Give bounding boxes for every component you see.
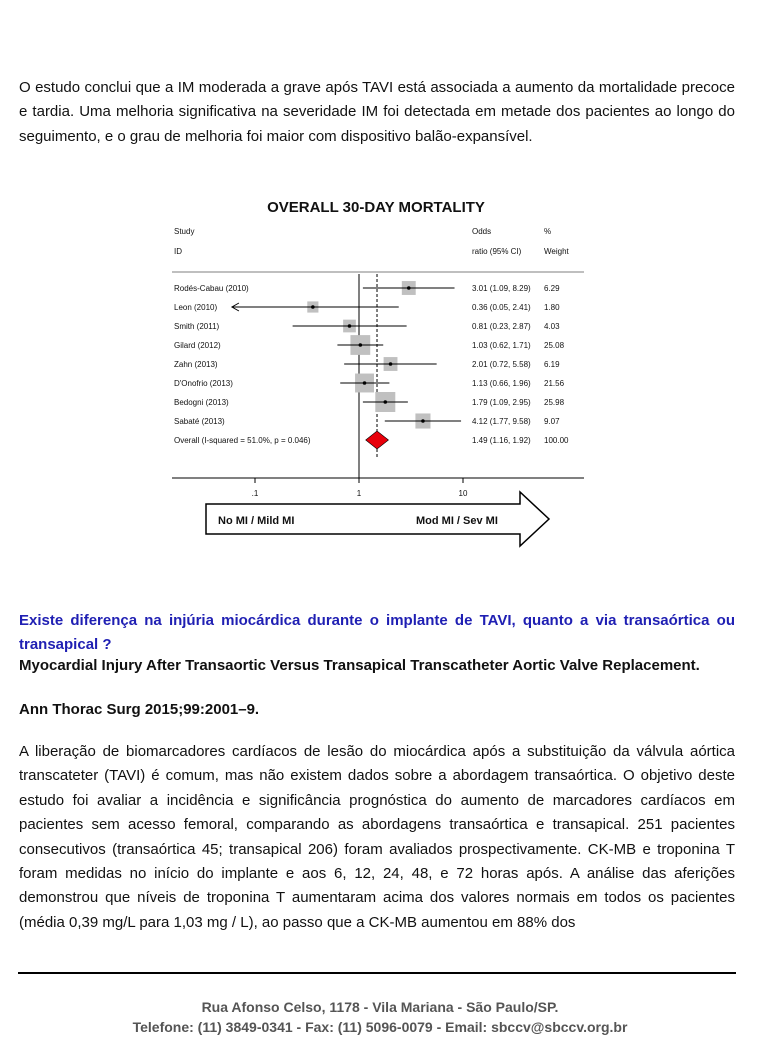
study-weight: 6.19 [544, 360, 560, 369]
body-paragraph: A liberação de biomarcadores cardíacos de lesão do miocárdica após a substituição da válvula aórtica transcateter (TAVI) é comum, mas não existem dados sobre a abordagem transaórtica. O objetivo deste estudo foi avaliar a incidência e significância prognóstica do aumento de marcadores cardíacos em pacientes sem acesso femoral, comparando as abordagens transaórtica e transapical. 251 pacientes consecutivos (transaórtica 45; transapical 206) foram avaliados prospectivamente. CK-MB e troponina T foram medidas no início do implante e aos 6, 12, 24, 48, e 72 horas após. A análise das aferições demonstrou que níveis de troponina T aumentaram acima dos valores normais em todos os pacientes (média 0,39 mg/L para 1,03 mg / L), ao passo que a CK-MB aumentou em 88% dos [19, 743, 735, 931]
x-tick-label: 1 [356, 489, 362, 498]
header-odds: Odds [472, 227, 492, 236]
study-weight: 21.56 [544, 379, 565, 388]
overall-ci-text: 1.49 (1.16, 1.92) [472, 436, 531, 445]
footer-rule [18, 972, 736, 974]
study-label: Rodés-Cabau (2010) [174, 284, 249, 293]
study-label: Leon (2010) [174, 303, 218, 312]
article-title: Myocardial Injury After Transaortic Versus Transapical Transcatheter Aortic Valve Replacement. [19, 657, 700, 674]
study-point [407, 286, 411, 290]
study-point [389, 362, 393, 366]
x-tick-label: 10 [458, 489, 468, 498]
overall-diamond [366, 431, 389, 449]
overall-weight: 100.00 [544, 436, 569, 445]
overall-label: Overall (I-squared = 51.0%, p = 0.046) [174, 436, 311, 445]
direction-right-label: Mod MI / Sev MI [416, 515, 498, 527]
question-heading: Existe diferença na injúria miocárdica durante o implante de TAVI, quanto a via transaórtica ou transapical ? [19, 612, 735, 653]
header-study: Study [174, 227, 195, 236]
study-weight: 9.07 [544, 417, 560, 426]
x-tick-label: .1 [251, 489, 259, 498]
study-ci-text: 4.12 (1.77, 9.58) [472, 417, 531, 426]
footer-contact: Telefone: (11) 3849-0341 - Fax: (11) 5096-0079 - Email: sbccv@sbccv.org.br [132, 1019, 628, 1035]
study-point [311, 305, 315, 309]
header-id: ID [174, 247, 182, 256]
study-point [383, 400, 387, 404]
study-weight: 1.80 [544, 303, 560, 312]
header-percent: % [544, 227, 552, 236]
study-label: D'Onofrio (2013) [174, 379, 233, 388]
study-weight: 25.08 [544, 341, 565, 350]
study-ci-text: 3.01 (1.09, 8.29) [472, 284, 531, 293]
study-point [363, 381, 367, 385]
study-point [359, 343, 363, 347]
intro-paragraph: O estudo conclui que a IM moderada a grave após TAVI está associada a aumento da mortalidade precoce e tardia. Uma melhoria significativa na severidade IM foi detectada em metade dos pacientes ao longo do seguimento, e o grau de melhoria foi maior com dispositivo balão-expansível. [19, 79, 735, 145]
study-label: Sabaté (2013) [174, 417, 225, 426]
header-weight: Weight [544, 247, 569, 256]
study-ci-text: 1.03 (0.62, 1.71) [472, 341, 531, 350]
chart-title: OVERALL 30-DAY MORTALITY [267, 199, 485, 216]
study-point [348, 324, 352, 328]
study-label: Gilard (2012) [174, 341, 221, 350]
footer-address: Rua Afonso Celso, 1178 - Vila Mariana - São Paulo/SP. [201, 999, 559, 1015]
study-point [421, 419, 425, 423]
study-ci-text: 2.01 (0.72, 5.58) [472, 360, 531, 369]
header-ratio: ratio (95% CI) [472, 247, 522, 256]
study-weight: 25.98 [544, 398, 565, 407]
study-label: Smith (2011) [174, 322, 220, 331]
study-weight: 6.29 [544, 284, 560, 293]
study-ci-text: 0.36 (0.05, 2.41) [472, 303, 531, 312]
forest-plot [168, 190, 588, 555]
article-reference: Ann Thorac Surg 2015;99:2001–9. [19, 701, 260, 718]
study-ci-text: 1.13 (0.66, 1.96) [472, 379, 531, 388]
study-weight: 4.03 [544, 322, 560, 331]
study-ci-text: 1.79 (1.09, 2.95) [472, 398, 531, 407]
study-label: Bedogni (2013) [174, 398, 229, 407]
direction-left-label: No MI / Mild MI [218, 515, 295, 527]
study-label: Zahn (2013) [174, 360, 218, 369]
study-ci-text: 0.81 (0.23, 2.87) [472, 322, 531, 331]
